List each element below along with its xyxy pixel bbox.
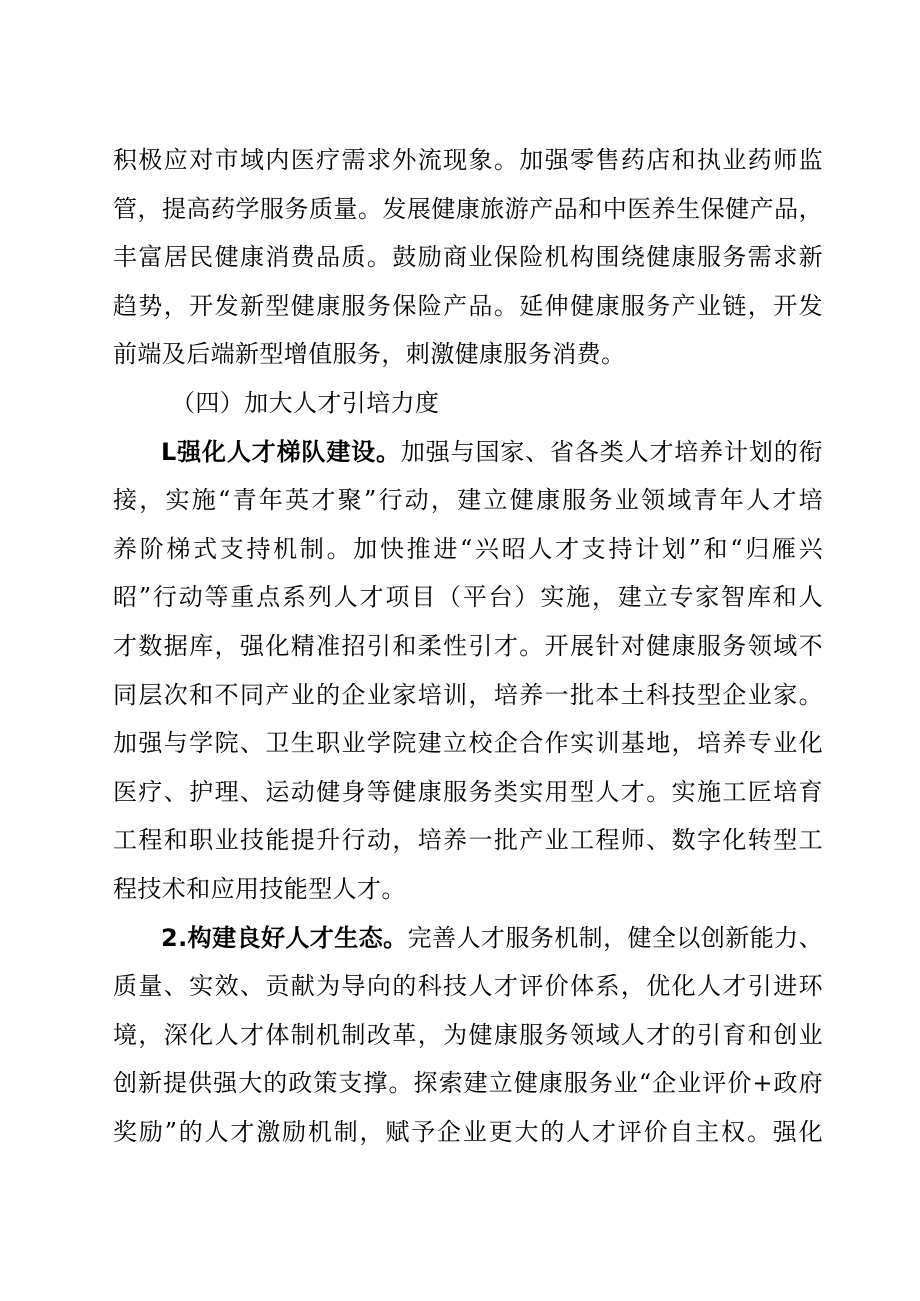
paragraph-2-line-6: 同层次和不同产业的企业家培训，培养一批本土科技型企业家。 (113, 680, 823, 709)
paragraph-3-line-2: 质量、实效、贡献为导向的科技人才评价体系，优化人才引进环 (113, 972, 823, 1001)
paragraph-1-line-1: 积极应对市域内医疗需求外流现象。加强零售药店和执业药师监 (113, 146, 823, 174)
paragraph-3-line-3: 境，深化人才体制机制改革，为健康服务领域人才的引育和创业 (113, 1020, 823, 1049)
paragraph-1-line-4: 趋势，开发新型健康服务保险产品。延伸健康服务产业链，开发 (113, 291, 823, 320)
paragraph-3-lead: 2.构建良好人才生态。 (161, 923, 408, 952)
paragraph-2-line-5: 才数据库，强化精准招引和柔性引才。开展针对健康服务领域不 (113, 631, 823, 660)
paragraph-2-line-9: 工程和职业技能提升行动，培养一批产业工程师、数字化转型工 (113, 826, 823, 855)
paragraph-2-line-7: 加强与学院、卫生职业学院建立校企合作实训基地，培养专业化 (113, 729, 823, 758)
paragraph-2-line-3: 养阶梯式支持机制。加快推进“兴昭人才支持计划”和“归雁兴 (113, 534, 823, 563)
paragraph-2-line-10: 程技术和应用技能型人才。 (113, 874, 406, 903)
paragraph-2-line-8: 医疗、护理、运动健身等健康服务类实用型人才。实施工匠培育 (113, 777, 823, 806)
section-heading: （四）加大人才引培力度 (171, 388, 440, 417)
paragraph-3-first-line-text: 完善人才服务机制，健全以创新能力、 (407, 923, 823, 952)
paragraph-3-line-5: 奖励”的人才激励机制，赋予企业更大的人才评价自主权。强化 (113, 1117, 823, 1146)
paragraph-3-line-1 (113, 914, 823, 963)
paragraph-2-line-1 (113, 428, 823, 477)
paragraph-1-line-3: 丰富居民健康消费品质。鼓励商业保险机构围绕健康服务需求新 (113, 243, 823, 272)
paragraph-1-line-2: 管，提高药学服务质量。发展健康旅游产品和中医养生保健产品， (113, 194, 823, 223)
paragraph-3-line-4: 创新提供强大的政策支撑。探索建立健康服务业“企业评价+政府 (113, 1069, 823, 1098)
paragraph-2-lead: L强化人才梯队建设。 (161, 437, 401, 466)
document-body (113, 136, 823, 1156)
paragraph-2-line-4: 昭”行动等重点系列人才项目（平台）实施，建立专家智库和人 (113, 583, 823, 612)
paragraph-2-first-line-text: 加强与国家、省各类人才培养计划的衔 (400, 437, 823, 466)
paragraph-1-line-5: 前端及后端新型增值服务，刺激健康服务消费。 (113, 340, 626, 369)
paragraph-2-line-2: 接，实施“青年英才聚”行动，建立健康服务业领域青年人才培 (113, 486, 823, 515)
